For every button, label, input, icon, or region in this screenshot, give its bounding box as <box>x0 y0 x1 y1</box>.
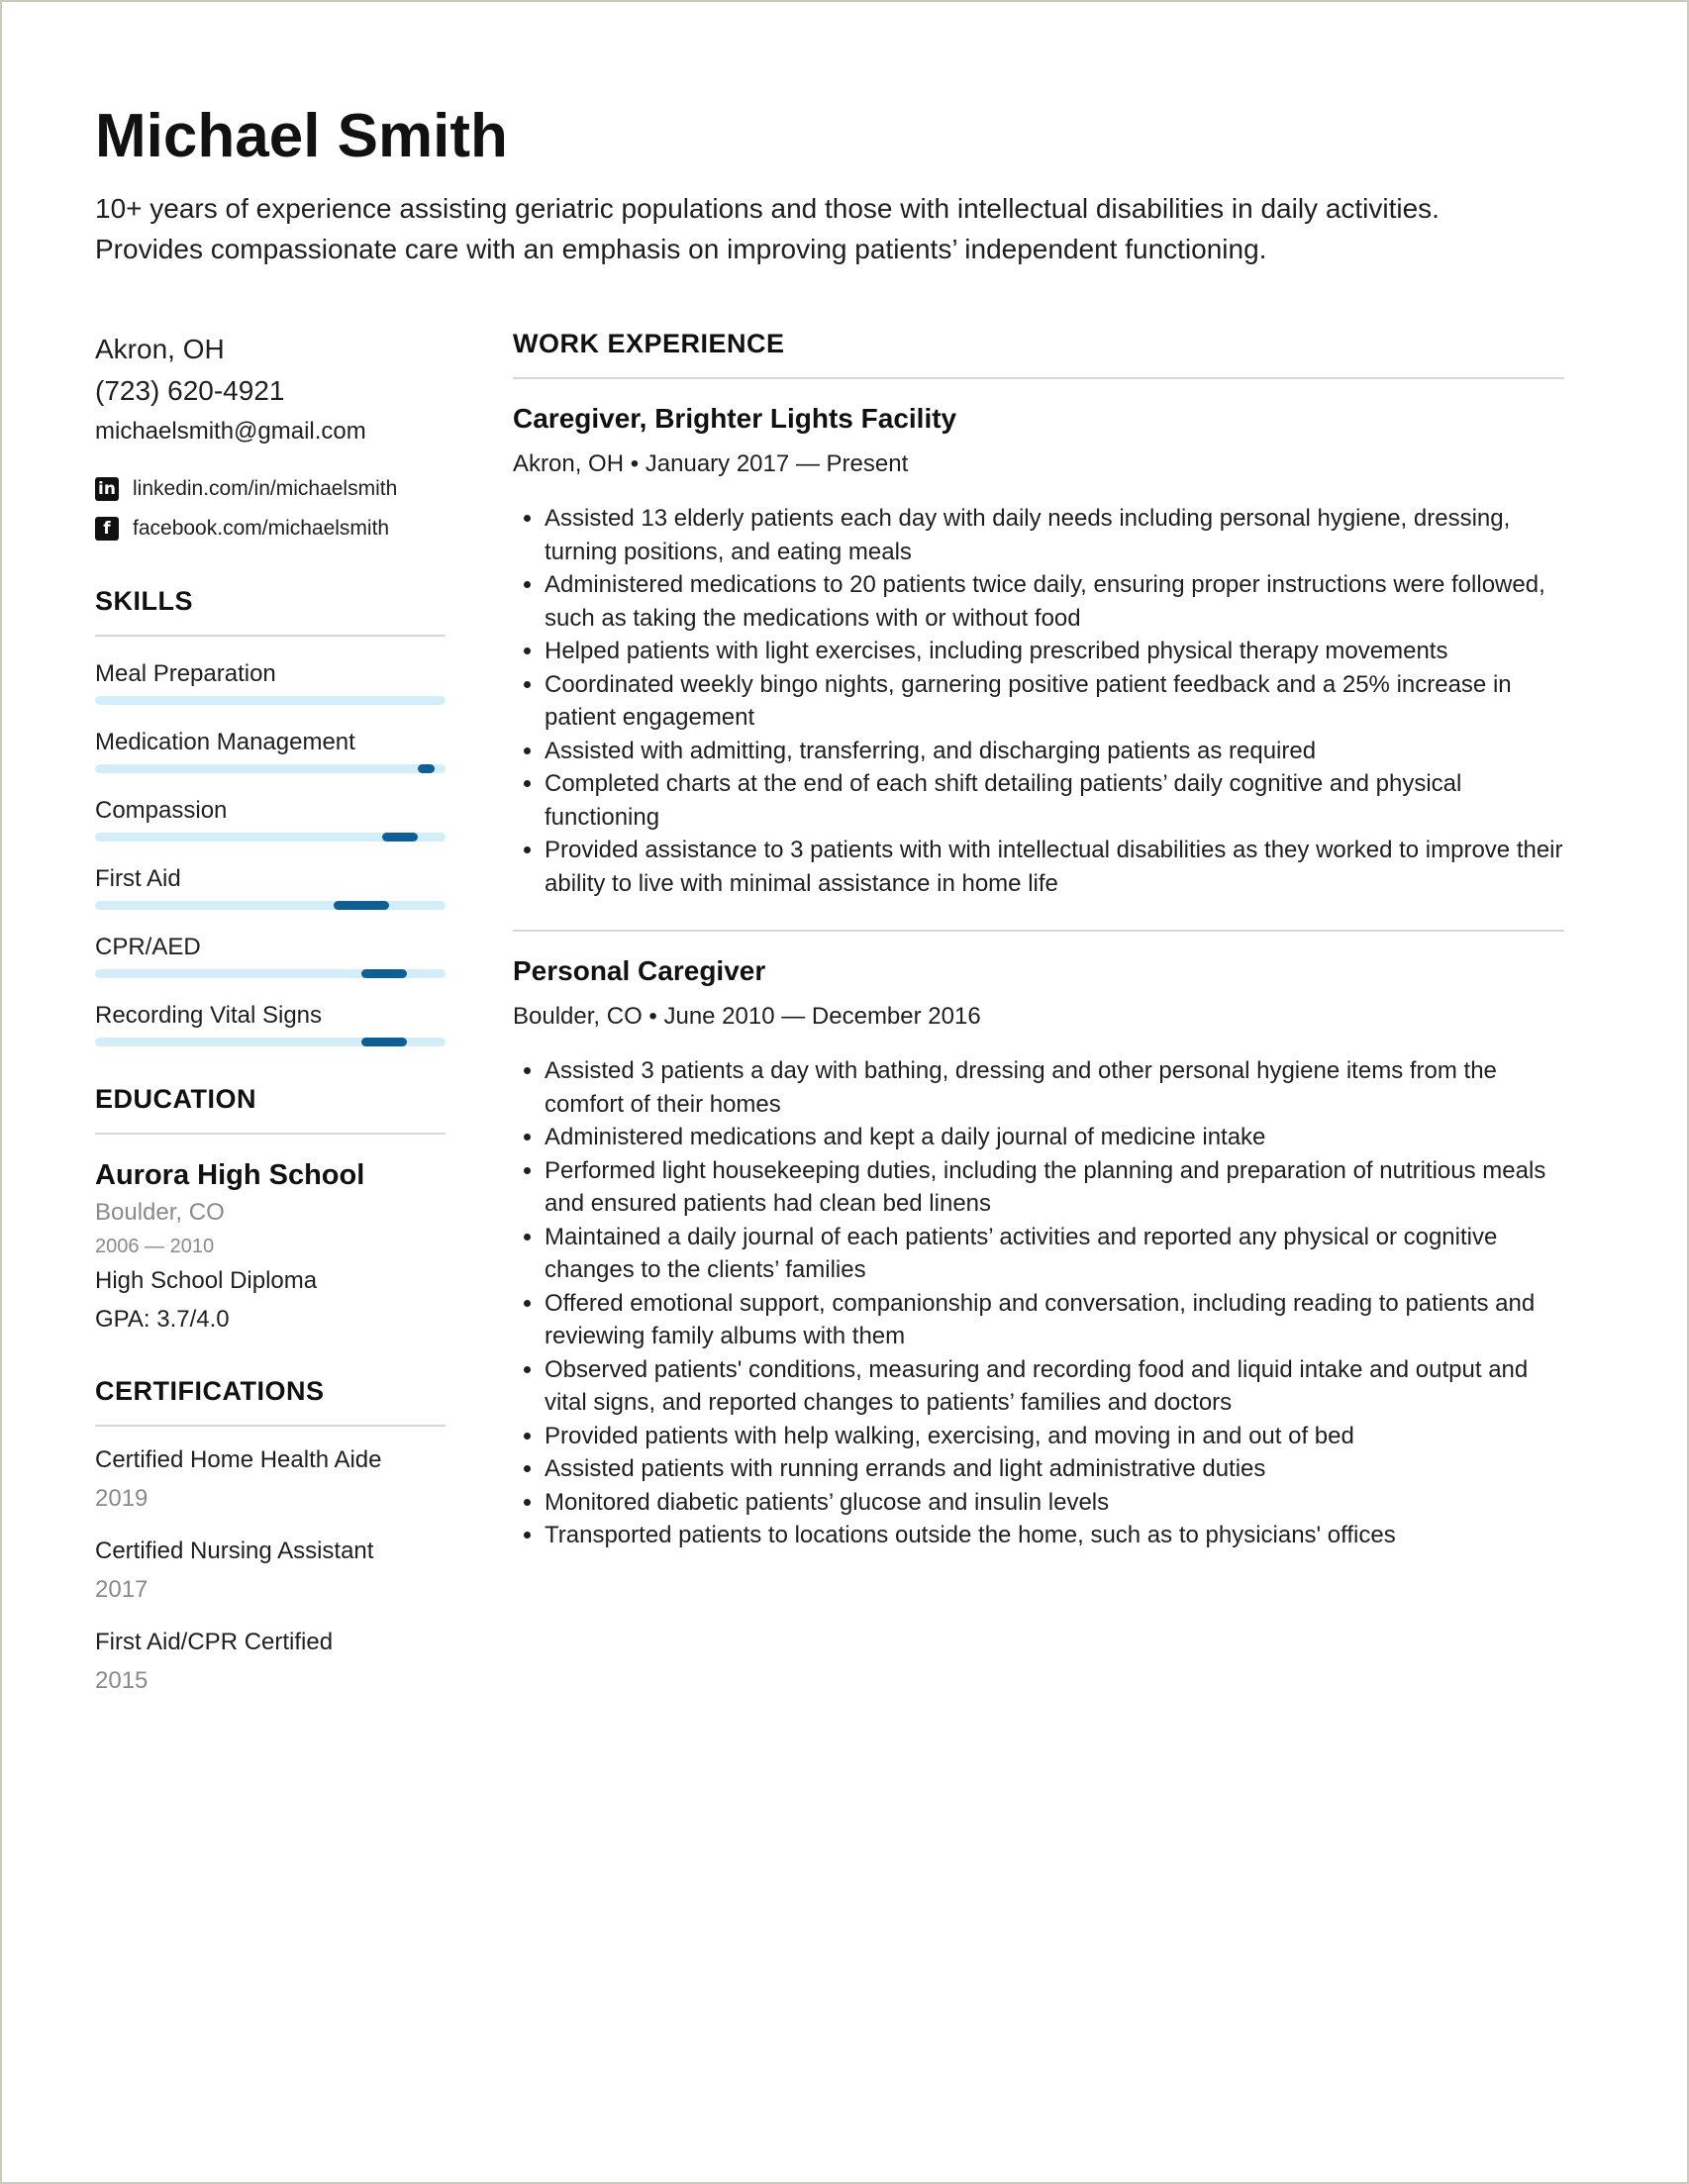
left-column <box>95 329 446 1700</box>
skill-item <box>95 797 446 842</box>
job-duty: • Assisted 3 patients a day with bathing, dressing and other personal hygiene items from the comfort of their homes <box>545 1054 1564 1121</box>
certifications-title: CERTIFICATIONS <box>95 1376 446 1427</box>
certification-name: First Aid/CPR Certified <box>95 1629 334 1655</box>
job-title: Personal Caregiver <box>513 955 766 986</box>
skill-item <box>95 729 446 773</box>
certification-item <box>95 1532 446 1609</box>
facebook-icon: f <box>95 517 119 541</box>
job-duty: • Provided assistance to 3 patients with with intellectual disabilities as they worked to improve their ability to live with minimal assistance in home life <box>545 834 1564 900</box>
job-duty: • Provided patients with help walking, exercising, and moving in and out of bed <box>545 1420 1564 1453</box>
skill-label: First Aid <box>95 865 181 892</box>
skill-level-fill <box>361 1038 407 1046</box>
job-duties-list <box>513 1054 1564 1552</box>
job-duty: • Coordinated weekly bingo nights, garnering positive patient feedback and a 25% increase in patient engagement <box>545 668 1564 735</box>
skill-label: Recording Vital Signs <box>95 1002 323 1029</box>
skill-level-fill <box>334 901 390 910</box>
job-duty: • Administered medications and kept a daily journal of medicine intake <box>545 1121 1564 1154</box>
job-location-dates: Boulder, CO • June 2010 — December 2016 <box>513 1003 981 1030</box>
education-degree: High School Diploma <box>95 1267 318 1294</box>
certification-year: 2015 <box>95 1667 149 1694</box>
certification-item <box>95 1440 446 1518</box>
job-duty: • Assisted patients with running errands and light administrative duties <box>545 1452 1564 1486</box>
job-title: Caregiver, Brighter Lights Facility <box>513 403 957 434</box>
skill-label: Meal Preparation <box>95 660 276 687</box>
right-column <box>513 329 1564 1552</box>
job-duty: • Maintained a daily journal of each patients’ activities and reported any physical or cognitive changes to the clients’ families <box>545 1221 1564 1287</box>
certification-name: Certified Nursing Assistant <box>95 1538 374 1564</box>
contact-location: Akron, OH <box>95 334 225 364</box>
job-duty: • Offered emotional support, companionship and conversation, including reading to patients and reviewing family albums with them <box>545 1287 1564 1353</box>
skill-level-bar <box>95 969 446 978</box>
job-duty: • Monitored diabetic patients’ glucose and insulin levels <box>545 1486 1564 1520</box>
education-title: EDUCATION <box>95 1084 446 1135</box>
skills-list <box>95 660 446 1046</box>
skill-item <box>95 934 446 978</box>
education-school: Aurora High School <box>95 1159 365 1191</box>
job-duty: • Helped patients with light exercises, including prescribed physical therapy movements <box>545 635 1564 668</box>
education-location: Boulder, CO <box>95 1199 225 1226</box>
job-duty: • Assisted 13 elderly patients each day with daily needs including personal hygiene, dressing, turning positions, and eating meals <box>545 502 1564 568</box>
summary-line-2: Provides compassionate care with an emphasis on improving patients’ independent functioning. <box>95 234 1267 264</box>
skill-level-bar <box>95 764 446 773</box>
job-duty: • Observed patients' conditions, measuring and recording food and liquid intake and output and vital signs, and reported changes to patients’ families and doctors <box>545 1353 1564 1420</box>
certifications-list <box>95 1440 446 1700</box>
social-links <box>95 469 446 548</box>
linkedin-icon: in <box>95 477 119 501</box>
job-duty: • Completed charts at the end of each shift detailing patients’ daily cognitive and physical functioning <box>545 767 1564 834</box>
job-duties-list <box>513 502 1564 900</box>
education-gpa: GPA: 3.7/4.0 <box>95 1306 230 1333</box>
skill-item <box>95 1002 446 1046</box>
job-entry <box>513 932 1564 1552</box>
summary <box>95 188 1564 269</box>
contact-email[interactable]: michaelsmith@gmail.com <box>95 418 366 445</box>
summary-line-1: 10+ years of experience assisting geriatric populations and those with intellectual disabilities in daily activities. <box>95 193 1440 224</box>
jobs-list <box>513 379 1564 1552</box>
certification-name: Certified Home Health Aide <box>95 1446 382 1473</box>
skill-label: CPR/AED <box>95 934 201 960</box>
skill-label: Medication Management <box>95 729 355 755</box>
job-duty: • Administered medications to 20 patients twice daily, ensuring proper instructions were followed, such as taking the medications with or without food <box>545 568 1564 635</box>
candidate-name: Michael Smith <box>95 102 508 170</box>
skill-item <box>95 660 446 705</box>
skill-level-bar <box>95 696 446 705</box>
facebook-link[interactable] <box>95 509 446 548</box>
resume-header <box>95 97 1564 269</box>
skill-level-fill <box>418 764 436 773</box>
skill-level-bar <box>95 901 446 910</box>
certification-item <box>95 1623 446 1700</box>
skill-label: Compassion <box>95 797 228 824</box>
job-location-dates: Akron, OH • January 2017 — Present <box>513 450 909 477</box>
job-duty: • Transported patients to locations outside the home, such as to physicians' offices <box>545 1519 1564 1552</box>
contact-phone: (723) 620-4921 <box>95 375 285 406</box>
skill-level-bar <box>95 1038 446 1046</box>
skill-item <box>95 865 446 910</box>
job-duty: • Performed light housekeeping duties, including the planning and preparation of nutritious meals and ensured patients had clean bed linens <box>545 1154 1564 1221</box>
job-duty: • Assisted with admitting, transferring, and discharging patients as required <box>545 735 1564 768</box>
skill-level-bar <box>95 833 446 842</box>
education-years: 2006 — 2010 <box>95 1236 215 1257</box>
work-experience-title: WORK EXPERIENCE <box>513 329 1564 379</box>
linkedin-url[interactable]: linkedin.com/in/michaelsmith <box>133 477 398 500</box>
certification-year: 2019 <box>95 1485 149 1512</box>
skill-level-fill <box>382 833 417 842</box>
linkedin-link[interactable] <box>95 469 446 509</box>
certification-year: 2017 <box>95 1576 149 1603</box>
skill-level-fill <box>361 969 407 978</box>
skills-title: SKILLS <box>95 586 446 637</box>
facebook-url[interactable]: facebook.com/michaelsmith <box>133 517 390 540</box>
job-entry <box>513 379 1564 900</box>
